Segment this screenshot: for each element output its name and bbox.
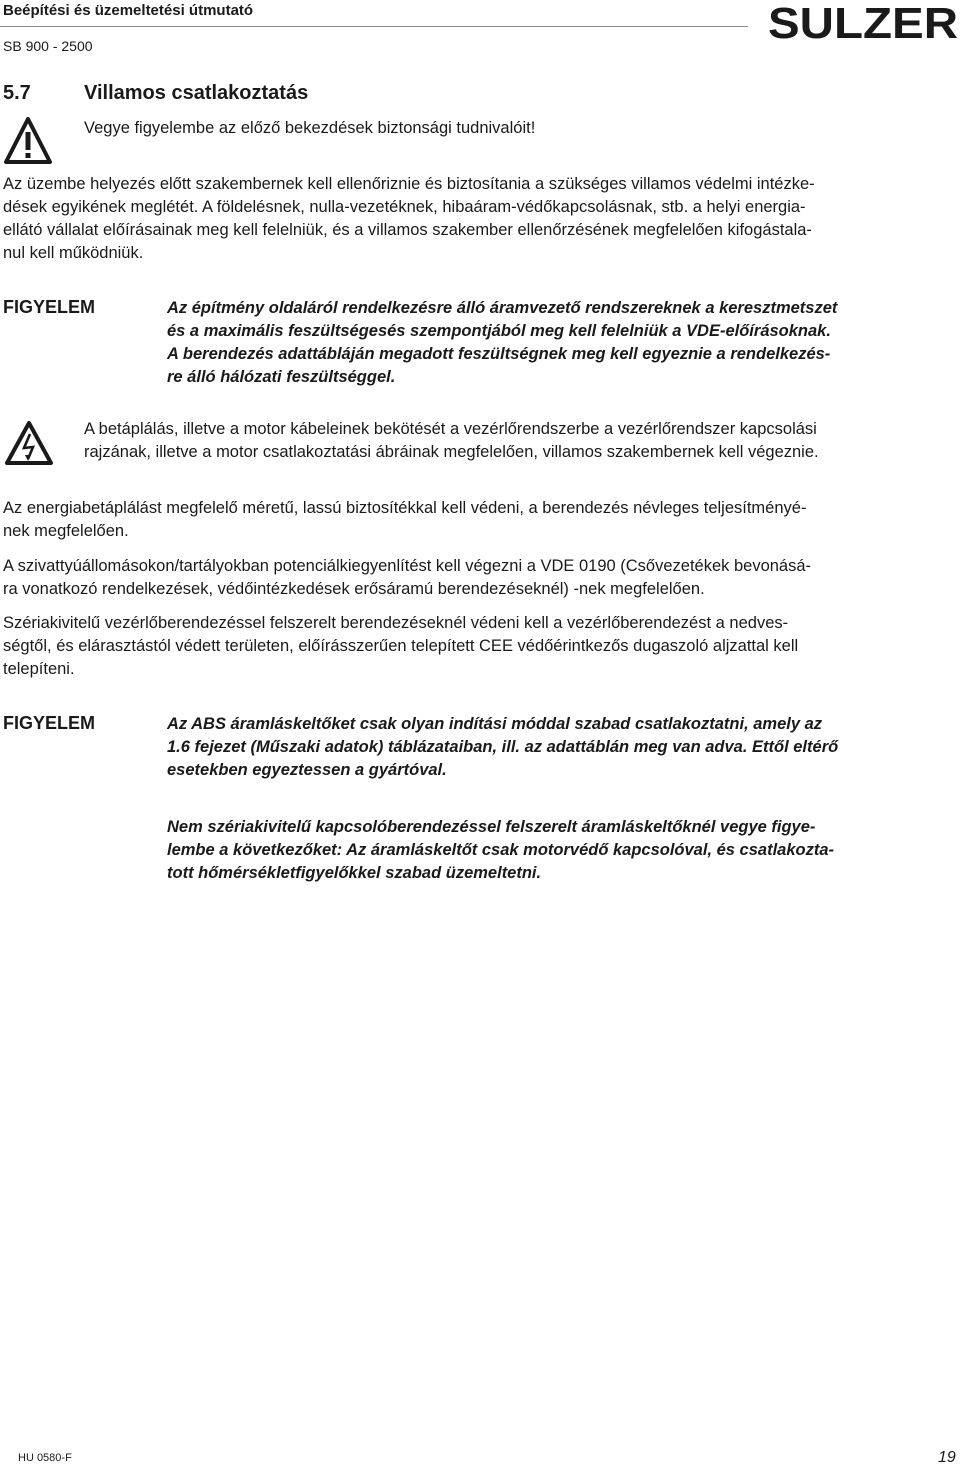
series-line: telepíteni. bbox=[3, 660, 75, 678]
safety-note: Vegye figyelembe az előző bekezdések biztonsági tudnivalóit! bbox=[84, 119, 536, 137]
fuse-paragraph bbox=[3, 497, 958, 543]
series-line: Szériakivitelű vezérlőberendezéssel felszerelt berendezéseknél védeni kell a vezérlőberendezést a nedves- bbox=[3, 614, 789, 632]
intro-line: Az üzembe helyezés előtt szakembernek kell ellenőriznie és biztosítania a szükséges villamos védelmi intézke- bbox=[3, 175, 815, 193]
svg-text:SULZER: SULZER bbox=[768, 0, 958, 44]
notice-line: A berendezés adattábláján megadott feszültségnek meg kell egyeznie a rendelkezés- bbox=[167, 345, 831, 363]
section-number: 5.7 bbox=[3, 82, 31, 104]
document-title: Beépítési és üzemeltetési útmutató bbox=[3, 2, 254, 19]
equipotential-line: A szivattyúállomásokon/tartályokban potenciálkiegyenlítést kell végezni a VDE 0190 (Csővezetékek bevonásá- bbox=[3, 557, 812, 575]
notice-line: Az ABS áramláskeltőket csak olyan indítási móddal szabad csatlakoztatni, amely az bbox=[167, 715, 823, 733]
notice-line: Az építmény oldaláról rendelkezésre álló áramvezető rendszereknek a keresztmetszet bbox=[167, 299, 838, 317]
intro-line: ellátó vállalat előírásainak meg kell felelniük, és a villamos szakember ellenőrzésének megfelelően kifogástala- bbox=[3, 221, 812, 239]
notice-text bbox=[167, 297, 960, 389]
notice-text bbox=[167, 816, 960, 885]
notice-line: és a maximális feszültségesés szempontjából meg kell felelniük a VDE-előírásoknak. bbox=[167, 322, 831, 340]
electrical-line: A betáplálás, illetve a motor kábeleinek bekötését a vezérlőrendszerbe a vezérlőrendszer kapcsolási bbox=[84, 420, 817, 438]
model-range: SB 900 - 2500 bbox=[3, 38, 93, 54]
intro-paragraph bbox=[3, 173, 958, 265]
series-line: ségtől, és elárasztástól védett területen, előírásszerűen telepített CEE védőérintkezős dugaszoló aljzattal kell bbox=[3, 637, 799, 655]
intro-line: nul kell működniük. bbox=[3, 244, 144, 262]
equipotential-paragraph bbox=[3, 555, 958, 601]
notice-line: esetekben egyeztessen a gyártóval. bbox=[167, 761, 447, 779]
series-paragraph bbox=[3, 612, 958, 681]
electric-hazard-icon bbox=[4, 420, 54, 466]
electrical-line: rajzának, illetve a motor csatlakoztatási ábráinak megfelelően, villamos szakembernek kell végeznie. bbox=[84, 443, 819, 461]
page-number: 19 bbox=[938, 1449, 956, 1466]
fuse-line: nek megfelelően. bbox=[3, 522, 129, 540]
intro-line: dések egyikének meglétét. A földelésnek, nulla-vezetéknek, hibaáram-védőkapcsolásnak, stb. a helyi energia- bbox=[3, 198, 806, 216]
notice-line: 1.6 fejezet (Műszaki adatok) táblázataiban, ill. az adattáblán meg van adva. Ettől eltérő bbox=[167, 738, 839, 756]
notice-text bbox=[167, 713, 960, 782]
notice-line: tott hőmérsékletfigyelőkkel szabad üzemeltetni. bbox=[167, 864, 542, 882]
electrical-note bbox=[84, 418, 960, 464]
equipotential-line: ra vonatkozó rendelkezések, védőintézkedések erősáramú berendezéseknél) -nek megfelelően. bbox=[3, 580, 705, 598]
fuse-line: Az energiabetáplálást megfelelő méretű, lassú biztosítékkal kell védeni, a berendezés névleges teljesítményé- bbox=[3, 499, 807, 517]
notice-line: re álló hálózati feszültséggel. bbox=[167, 368, 396, 386]
warning-triangle-icon bbox=[4, 116, 52, 166]
notice-label: FIGYELEM bbox=[3, 713, 96, 733]
section-title: Villamos csatlakoztatás bbox=[84, 82, 309, 104]
document-code: HU 0580-F bbox=[18, 1452, 72, 1464]
notice-line: lembe a következőket: Az áramláskeltőt csak motorvédő kapcsolóval, és csatlakozta- bbox=[167, 841, 835, 859]
notice-line: Nem szériakivitelű kapcsolóberendezéssel felszerelt áramláskeltőknél vegye figye- bbox=[167, 818, 816, 836]
notice-label: FIGYELEM bbox=[3, 297, 96, 317]
header-rule bbox=[0, 26, 748, 27]
sulzer-logo bbox=[766, 0, 960, 44]
